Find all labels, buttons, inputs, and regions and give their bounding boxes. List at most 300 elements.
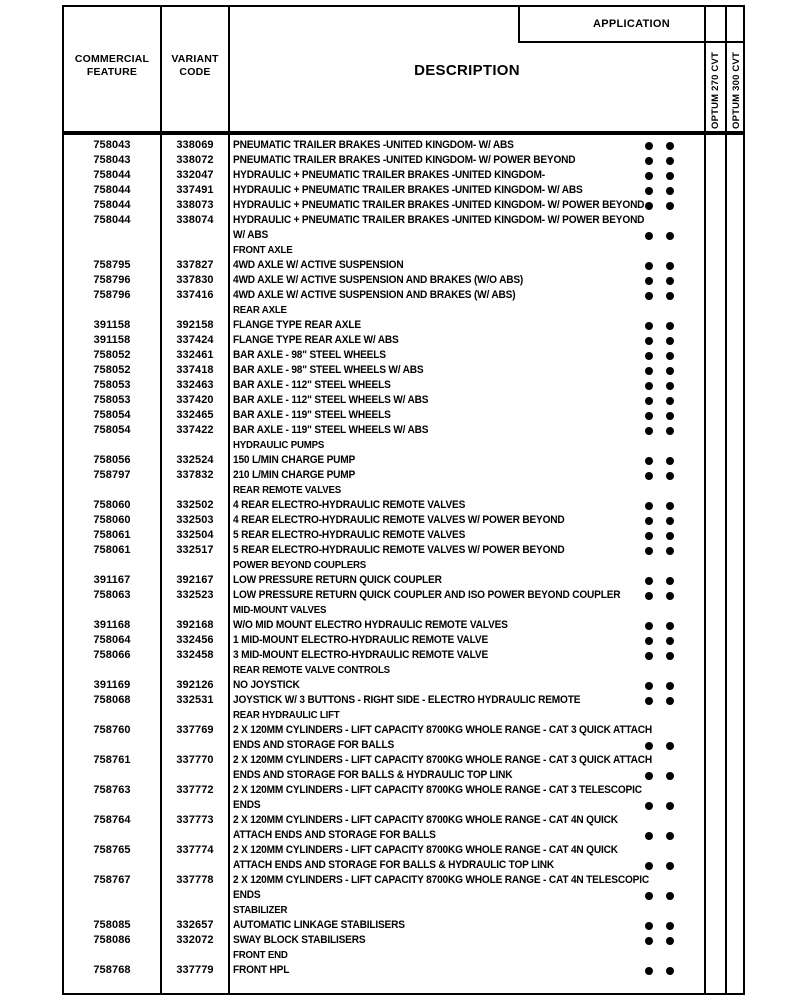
table-row bbox=[64, 288, 743, 303]
cell-description: ENDS bbox=[233, 889, 261, 901]
marker-optum-270-cvt bbox=[645, 412, 653, 420]
table-row bbox=[64, 453, 743, 468]
marker-optum-270-cvt bbox=[645, 937, 653, 945]
cell-description: 2 X 120MM CYLINDERS - LIFT CAPACITY 8700KG WHOLE RANGE - CAT 3 QUICK ATTACH bbox=[233, 754, 652, 766]
marker-optum-300-cvt bbox=[666, 472, 674, 480]
marker-optum-300-cvt bbox=[666, 202, 674, 210]
cell-variant-code: 332463 bbox=[176, 379, 214, 391]
cell-description: 4 REAR ELECTRO-HYDRAULIC REMOTE VALVES bbox=[233, 499, 466, 511]
cell-variant-code: 392168 bbox=[176, 619, 214, 631]
cell-section-heading: HYDRAULIC PUMPS bbox=[233, 439, 325, 451]
marker-optum-300-cvt bbox=[666, 502, 674, 510]
cell-description: BAR AXLE - 98" STEEL WHEELS bbox=[233, 349, 386, 361]
cell-variant-code: 332465 bbox=[176, 409, 214, 421]
cell-description: 210 L/MIN CHARGE PUMP bbox=[233, 469, 356, 481]
cell-commercial-feature: 391168 bbox=[93, 619, 131, 631]
marker-optum-270-cvt bbox=[645, 472, 653, 480]
marker-optum-300-cvt bbox=[666, 517, 674, 525]
cell-description: LOW PRESSURE RETURN QUICK COUPLER bbox=[233, 574, 442, 586]
cell-variant-code: 332531 bbox=[176, 694, 214, 706]
cell-variant-code: 332524 bbox=[176, 454, 214, 466]
marker-optum-270-cvt bbox=[645, 802, 653, 810]
marker-optum-300-cvt bbox=[666, 922, 674, 930]
header-commercial-feature-line2: FEATURE bbox=[86, 66, 138, 79]
table-row bbox=[64, 168, 743, 183]
table-row bbox=[64, 348, 743, 363]
marker-optum-270-cvt bbox=[645, 397, 653, 405]
table-row bbox=[64, 483, 743, 498]
table-row bbox=[64, 543, 743, 558]
cell-section-heading: REAR HYDRAULIC LIFT bbox=[233, 709, 340, 721]
cell-description: 4 REAR ELECTRO-HYDRAULIC REMOTE VALVES W/ POWER BEYOND bbox=[233, 514, 565, 526]
cell-variant-code: 337832 bbox=[176, 469, 214, 481]
marker-optum-270-cvt bbox=[645, 367, 653, 375]
cell-commercial-feature: 758797 bbox=[93, 469, 131, 481]
cell-variant-code: 332502 bbox=[176, 499, 214, 511]
cell-commercial-feature: 758765 bbox=[93, 844, 131, 856]
marker-optum-300-cvt bbox=[666, 427, 674, 435]
table-row bbox=[64, 318, 743, 333]
cell-description: 150 L/MIN CHARGE PUMP bbox=[233, 454, 356, 466]
table-row bbox=[64, 198, 743, 213]
table-row bbox=[64, 378, 743, 393]
cell-commercial-feature: 391169 bbox=[93, 679, 131, 691]
marker-optum-300-cvt bbox=[666, 892, 674, 900]
table-row bbox=[64, 888, 743, 903]
cell-commercial-feature bbox=[64, 858, 160, 873]
cell-variant-code: 332047 bbox=[176, 169, 214, 181]
cell-description: BAR AXLE - 119" STEEL WHEELS bbox=[233, 409, 391, 421]
table-row bbox=[64, 138, 743, 153]
marker-optum-300-cvt bbox=[666, 382, 674, 390]
cell-commercial-feature bbox=[64, 828, 160, 843]
marker-optum-300-cvt bbox=[666, 577, 674, 585]
cell-description: 2 X 120MM CYLINDERS - LIFT CAPACITY 8700KG WHOLE RANGE - CAT 4N QUICK bbox=[233, 844, 618, 856]
marker-optum-300-cvt bbox=[666, 697, 674, 705]
marker-optum-300-cvt bbox=[666, 937, 674, 945]
cell-commercial-feature: 758054 bbox=[93, 424, 131, 436]
marker-optum-270-cvt bbox=[645, 832, 653, 840]
cell-variant-code bbox=[162, 708, 228, 723]
cell-commercial-feature bbox=[64, 708, 160, 723]
table-row bbox=[64, 918, 743, 933]
cell-variant-code: 392126 bbox=[176, 679, 214, 691]
marker-optum-270-cvt bbox=[645, 352, 653, 360]
table-row bbox=[64, 783, 743, 798]
cell-description: ATTACH ENDS AND STORAGE FOR BALLS & HYDRAULIC TOP LINK bbox=[233, 859, 555, 871]
marker-optum-270-cvt bbox=[645, 142, 653, 150]
table-row bbox=[64, 678, 743, 693]
cell-commercial-feature: 758061 bbox=[93, 544, 131, 556]
marker-optum-270-cvt bbox=[645, 577, 653, 585]
table-row bbox=[64, 723, 743, 738]
cell-variant-code bbox=[162, 828, 228, 843]
table-row bbox=[64, 738, 743, 753]
marker-optum-270-cvt bbox=[645, 292, 653, 300]
marker-optum-300-cvt bbox=[666, 337, 674, 345]
table-row bbox=[64, 903, 743, 918]
cell-commercial-feature bbox=[64, 483, 160, 498]
cell-commercial-feature bbox=[64, 738, 160, 753]
marker-optum-300-cvt bbox=[666, 772, 674, 780]
cell-variant-code bbox=[162, 738, 228, 753]
cell-commercial-feature bbox=[64, 948, 160, 963]
table-row bbox=[64, 828, 743, 843]
marker-optum-270-cvt bbox=[645, 772, 653, 780]
cell-commercial-feature: 391158 bbox=[93, 319, 131, 331]
cell-commercial-feature: 758044 bbox=[93, 199, 131, 211]
cell-section-heading: POWER BEYOND COUPLERS bbox=[233, 559, 367, 571]
marker-optum-300-cvt bbox=[666, 637, 674, 645]
marker-optum-270-cvt bbox=[645, 277, 653, 285]
table-row bbox=[64, 468, 743, 483]
table-row bbox=[64, 423, 743, 438]
cell-variant-code: 332517 bbox=[176, 544, 214, 556]
cell-variant-code: 332456 bbox=[176, 634, 214, 646]
table-header bbox=[62, 5, 745, 133]
cell-description: 2 X 120MM CYLINDERS - LIFT CAPACITY 8700KG WHOLE RANGE - CAT 3 QUICK ATTACH bbox=[233, 724, 652, 736]
marker-optum-300-cvt bbox=[666, 862, 674, 870]
cell-variant-code bbox=[162, 798, 228, 813]
cell-description: BAR AXLE - 112" STEEL WHEELS W/ ABS bbox=[233, 394, 429, 406]
table-row bbox=[64, 663, 743, 678]
marker-optum-300-cvt bbox=[666, 367, 674, 375]
table-row bbox=[64, 183, 743, 198]
table-row bbox=[64, 258, 743, 273]
header-commercial-feature bbox=[64, 7, 160, 131]
cell-description: 5 REAR ELECTRO-HYDRAULIC REMOTE VALVES bbox=[233, 529, 466, 541]
marker-optum-300-cvt bbox=[666, 832, 674, 840]
table-row bbox=[64, 153, 743, 168]
cell-variant-code bbox=[162, 903, 228, 918]
table-row bbox=[64, 303, 743, 318]
cell-commercial-feature: 758795 bbox=[93, 259, 131, 271]
cell-variant-code: 338069 bbox=[176, 139, 214, 151]
cell-description: PNEUMATIC TRAILER BRAKES -UNITED KINGDOM- W/ ABS bbox=[233, 139, 514, 151]
cell-description: ENDS AND STORAGE FOR BALLS bbox=[233, 739, 395, 751]
marker-optum-270-cvt bbox=[645, 652, 653, 660]
cell-description: ENDS bbox=[233, 799, 261, 811]
marker-optum-270-cvt bbox=[645, 532, 653, 540]
marker-optum-270-cvt bbox=[645, 547, 653, 555]
table-rows bbox=[64, 138, 743, 978]
table-row bbox=[64, 213, 743, 228]
cell-commercial-feature: 758767 bbox=[93, 874, 131, 886]
cell-variant-code: 338072 bbox=[176, 154, 214, 166]
header-variant-code-line2: CODE bbox=[179, 66, 211, 79]
marker-optum-270-cvt bbox=[645, 262, 653, 270]
marker-optum-270-cvt bbox=[645, 922, 653, 930]
cell-variant-code bbox=[162, 438, 228, 453]
table-row bbox=[64, 588, 743, 603]
marker-optum-270-cvt bbox=[645, 622, 653, 630]
cell-variant-code: 337418 bbox=[176, 364, 214, 376]
cell-description: 2 X 120MM CYLINDERS - LIFT CAPACITY 8700KG WHOLE RANGE - CAT 4N QUICK bbox=[233, 814, 618, 826]
cell-description: ATTACH ENDS AND STORAGE FOR BALLS bbox=[233, 829, 436, 841]
marker-optum-300-cvt bbox=[666, 547, 674, 555]
cell-commercial-feature: 758053 bbox=[93, 394, 131, 406]
cell-variant-code bbox=[162, 663, 228, 678]
cell-variant-code: 332072 bbox=[176, 934, 214, 946]
table-row bbox=[64, 438, 743, 453]
cell-commercial-feature bbox=[64, 888, 160, 903]
marker-optum-300-cvt bbox=[666, 277, 674, 285]
cell-commercial-feature: 758764 bbox=[93, 814, 131, 826]
marker-optum-270-cvt bbox=[645, 697, 653, 705]
cell-variant-code: 337422 bbox=[176, 424, 214, 436]
cell-commercial-feature: 758760 bbox=[93, 724, 131, 736]
cell-commercial-feature bbox=[64, 243, 160, 258]
cell-variant-code: 337773 bbox=[176, 814, 214, 826]
marker-optum-270-cvt bbox=[645, 322, 653, 330]
cell-variant-code: 332458 bbox=[176, 649, 214, 661]
cell-variant-code: 337420 bbox=[176, 394, 214, 406]
application-header-label: APPLICATION bbox=[592, 18, 671, 30]
cell-description: NO JOYSTICK bbox=[233, 679, 300, 691]
cell-description: HYDRAULIC + PNEUMATIC TRAILER BRAKES -UNITED KINGDOM- W/ ABS bbox=[233, 184, 583, 196]
table-row bbox=[64, 753, 743, 768]
marker-optum-270-cvt bbox=[645, 232, 653, 240]
marker-optum-300-cvt bbox=[666, 532, 674, 540]
cell-section-heading: STABILIZER bbox=[233, 904, 288, 916]
marker-optum-300-cvt bbox=[666, 592, 674, 600]
cell-commercial-feature bbox=[64, 663, 160, 678]
cell-commercial-feature bbox=[64, 903, 160, 918]
marker-optum-300-cvt bbox=[666, 682, 674, 690]
cell-commercial-feature bbox=[64, 768, 160, 783]
cell-commercial-feature: 758052 bbox=[93, 364, 131, 376]
marker-optum-300-cvt bbox=[666, 262, 674, 270]
header-description bbox=[230, 7, 704, 131]
marker-optum-300-cvt bbox=[666, 802, 674, 810]
marker-optum-300-cvt bbox=[666, 322, 674, 330]
cell-variant-code: 337830 bbox=[176, 274, 214, 286]
marker-optum-270-cvt bbox=[645, 742, 653, 750]
cell-commercial-feature: 758044 bbox=[93, 169, 131, 181]
cell-variant-code: 332657 bbox=[176, 919, 214, 931]
marker-optum-300-cvt bbox=[666, 292, 674, 300]
marker-optum-270-cvt bbox=[645, 172, 653, 180]
cell-commercial-feature: 758053 bbox=[93, 379, 131, 391]
marker-optum-300-cvt bbox=[666, 187, 674, 195]
cell-variant-code bbox=[162, 243, 228, 258]
cell-commercial-feature: 758060 bbox=[93, 499, 131, 511]
cell-commercial-feature: 758068 bbox=[93, 694, 131, 706]
cell-variant-code: 392167 bbox=[176, 574, 214, 586]
marker-optum-300-cvt bbox=[666, 652, 674, 660]
cell-commercial-feature bbox=[64, 438, 160, 453]
table-row bbox=[64, 558, 743, 573]
cell-commercial-feature: 391158 bbox=[93, 334, 131, 346]
cell-description: FLANGE TYPE REAR AXLE W/ ABS bbox=[233, 334, 399, 346]
cell-description: 3 MID-MOUNT ELECTRO-HYDRAULIC REMOTE VALVE bbox=[233, 649, 489, 661]
cell-variant-code: 332503 bbox=[176, 514, 214, 526]
cell-description: W/O MID MOUNT ELECTRO HYDRAULIC REMOTE VALVES bbox=[233, 619, 508, 631]
cell-description: LOW PRESSURE RETURN QUICK COUPLER AND ISO POWER BEYOND COUPLER bbox=[233, 589, 621, 601]
cell-description: 4WD AXLE W/ ACTIVE SUSPENSION AND BRAKES (W/O ABS) bbox=[233, 274, 524, 286]
cell-variant-code: 337424 bbox=[176, 334, 214, 346]
marker-optum-300-cvt bbox=[666, 457, 674, 465]
cell-variant-code bbox=[162, 768, 228, 783]
marker-optum-270-cvt bbox=[645, 637, 653, 645]
cell-commercial-feature: 758054 bbox=[93, 409, 131, 421]
cell-variant-code: 392158 bbox=[176, 319, 214, 331]
cell-variant-code bbox=[162, 303, 228, 318]
cell-description: HYDRAULIC + PNEUMATIC TRAILER BRAKES -UNITED KINGDOM- bbox=[233, 169, 545, 181]
table-row bbox=[64, 813, 743, 828]
marker-optum-300-cvt bbox=[666, 142, 674, 150]
cell-commercial-feature: 758044 bbox=[93, 214, 131, 226]
cell-variant-code bbox=[162, 948, 228, 963]
cell-description: ENDS AND STORAGE FOR BALLS & HYDRAULIC TOP LINK bbox=[233, 769, 513, 781]
cell-description: 4WD AXLE W/ ACTIVE SUSPENSION bbox=[233, 259, 404, 271]
table-row bbox=[64, 618, 743, 633]
cell-commercial-feature: 758086 bbox=[93, 934, 131, 946]
cell-variant-code: 337779 bbox=[176, 964, 214, 976]
header-optum-270-cvt bbox=[706, 45, 725, 135]
marker-optum-270-cvt bbox=[645, 457, 653, 465]
marker-optum-270-cvt bbox=[645, 682, 653, 690]
marker-optum-270-cvt bbox=[645, 202, 653, 210]
cell-description: AUTOMATIC LINKAGE STABILISERS bbox=[233, 919, 405, 931]
table-row bbox=[64, 768, 743, 783]
cell-commercial-feature: 758044 bbox=[93, 184, 131, 196]
cell-commercial-feature: 758052 bbox=[93, 349, 131, 361]
cell-commercial-feature: 758761 bbox=[93, 754, 131, 766]
cell-description: JOYSTICK W/ 3 BUTTONS - RIGHT SIDE - ELECTRO HYDRAULIC REMOTE bbox=[233, 694, 581, 706]
cell-description: 5 REAR ELECTRO-HYDRAULIC REMOTE VALVES W/ POWER BEYOND bbox=[233, 544, 565, 556]
cell-commercial-feature: 758064 bbox=[93, 634, 131, 646]
table-row bbox=[64, 948, 743, 963]
marker-optum-300-cvt bbox=[666, 622, 674, 630]
cell-commercial-feature: 758085 bbox=[93, 919, 131, 931]
cell-variant-code: 332523 bbox=[176, 589, 214, 601]
cell-variant-code: 332504 bbox=[176, 529, 214, 541]
cell-variant-code bbox=[162, 603, 228, 618]
cell-commercial-feature: 758056 bbox=[93, 454, 131, 466]
cell-commercial-feature: 758063 bbox=[93, 589, 131, 601]
marker-optum-270-cvt bbox=[645, 337, 653, 345]
cell-variant-code bbox=[162, 483, 228, 498]
cell-commercial-feature: 758060 bbox=[93, 514, 131, 526]
cell-section-heading: REAR REMOTE VALVES bbox=[233, 484, 341, 496]
cell-variant-code: 337774 bbox=[176, 844, 214, 856]
cell-description: SWAY BLOCK STABILISERS bbox=[233, 934, 366, 946]
table-row bbox=[64, 393, 743, 408]
cell-variant-code: 337769 bbox=[176, 724, 214, 736]
table-row bbox=[64, 603, 743, 618]
marker-optum-300-cvt bbox=[666, 742, 674, 750]
table-row bbox=[64, 333, 743, 348]
table-row bbox=[64, 858, 743, 873]
table-row bbox=[64, 228, 743, 243]
header-optum-300-cvt bbox=[727, 45, 746, 135]
header-optum-300-cvt-label: OPTUM 300 CVT bbox=[731, 51, 743, 129]
cell-commercial-feature bbox=[64, 303, 160, 318]
header-commercial-feature-line1: COMMERCIAL bbox=[74, 53, 150, 65]
cell-section-heading: REAR REMOTE VALVE CONTROLS bbox=[233, 664, 390, 676]
marker-optum-270-cvt bbox=[645, 382, 653, 390]
cell-commercial-feature: 758066 bbox=[93, 649, 131, 661]
cell-variant-code: 337416 bbox=[176, 289, 214, 301]
cell-commercial-feature: 758043 bbox=[93, 139, 131, 151]
table-row bbox=[64, 843, 743, 858]
cell-description: HYDRAULIC + PNEUMATIC TRAILER BRAKES -UNITED KINGDOM- W/ POWER BEYOND bbox=[233, 199, 645, 211]
header-variant-code-line1: VARIANT bbox=[171, 53, 219, 65]
table-row bbox=[64, 363, 743, 378]
cell-description: PNEUMATIC TRAILER BRAKES -UNITED KINGDOM- W/ POWER BEYOND bbox=[233, 154, 576, 166]
table-row bbox=[64, 528, 743, 543]
header-description-label: DESCRIPTION bbox=[414, 62, 520, 79]
marker-optum-300-cvt bbox=[666, 352, 674, 360]
cell-description: W/ ABS bbox=[233, 229, 269, 241]
table-row bbox=[64, 963, 743, 978]
header-variant-code bbox=[162, 7, 228, 131]
marker-optum-270-cvt bbox=[645, 187, 653, 195]
cell-description: HYDRAULIC + PNEUMATIC TRAILER BRAKES -UNITED KINGDOM- W/ POWER BEYOND bbox=[233, 214, 645, 226]
cell-variant-code: 337770 bbox=[176, 754, 214, 766]
cell-commercial-feature: 758763 bbox=[93, 784, 131, 796]
cell-section-heading: REAR AXLE bbox=[233, 304, 287, 316]
table-row bbox=[64, 633, 743, 648]
cell-commercial-feature bbox=[64, 603, 160, 618]
marker-optum-270-cvt bbox=[645, 517, 653, 525]
marker-optum-270-cvt bbox=[645, 592, 653, 600]
marker-optum-300-cvt bbox=[666, 172, 674, 180]
table-row bbox=[64, 243, 743, 258]
table-row bbox=[64, 648, 743, 663]
cell-variant-code: 337827 bbox=[176, 259, 214, 271]
cell-description: 2 X 120MM CYLINDERS - LIFT CAPACITY 8700KG WHOLE RANGE - CAT 3 TELESCOPIC bbox=[233, 784, 642, 796]
cell-commercial-feature: 758768 bbox=[93, 964, 131, 976]
table-row bbox=[64, 933, 743, 948]
table-row bbox=[64, 273, 743, 288]
table-body bbox=[62, 133, 745, 995]
table-row bbox=[64, 873, 743, 888]
cell-variant-code: 337778 bbox=[176, 874, 214, 886]
cell-variant-code: 337491 bbox=[176, 184, 214, 196]
cell-commercial-feature bbox=[64, 558, 160, 573]
marker-optum-270-cvt bbox=[645, 157, 653, 165]
table-row bbox=[64, 708, 743, 723]
cell-variant-code bbox=[162, 228, 228, 243]
cell-commercial-feature bbox=[64, 798, 160, 813]
cell-commercial-feature bbox=[64, 228, 160, 243]
cell-section-heading: FRONT AXLE bbox=[233, 244, 293, 256]
marker-optum-300-cvt bbox=[666, 967, 674, 975]
marker-optum-300-cvt bbox=[666, 397, 674, 405]
marker-optum-300-cvt bbox=[666, 232, 674, 240]
cell-variant-code: 338073 bbox=[176, 199, 214, 211]
cell-description: FLANGE TYPE REAR AXLE bbox=[233, 319, 361, 331]
cell-description: 2 X 120MM CYLINDERS - LIFT CAPACITY 8700KG WHOLE RANGE - CAT 4N TELESCOPIC bbox=[233, 874, 649, 886]
cell-description: 4WD AXLE W/ ACTIVE SUSPENSION AND BRAKES (W/ ABS) bbox=[233, 289, 516, 301]
cell-commercial-feature: 391167 bbox=[93, 574, 131, 586]
marker-optum-300-cvt bbox=[666, 412, 674, 420]
marker-optum-270-cvt bbox=[645, 427, 653, 435]
cell-variant-code: 332461 bbox=[176, 349, 214, 361]
cell-variant-code bbox=[162, 558, 228, 573]
cell-description: 1 MID-MOUNT ELECTRO-HYDRAULIC REMOTE VALVE bbox=[233, 634, 489, 646]
cell-commercial-feature: 758043 bbox=[93, 154, 131, 166]
cell-section-heading: MID-MOUNT VALVES bbox=[233, 604, 327, 616]
cell-commercial-feature: 758796 bbox=[93, 274, 131, 286]
cell-variant-code: 337772 bbox=[176, 784, 214, 796]
marker-optum-270-cvt bbox=[645, 967, 653, 975]
marker-optum-270-cvt bbox=[645, 502, 653, 510]
table-row bbox=[64, 513, 743, 528]
marker-optum-270-cvt bbox=[645, 892, 653, 900]
